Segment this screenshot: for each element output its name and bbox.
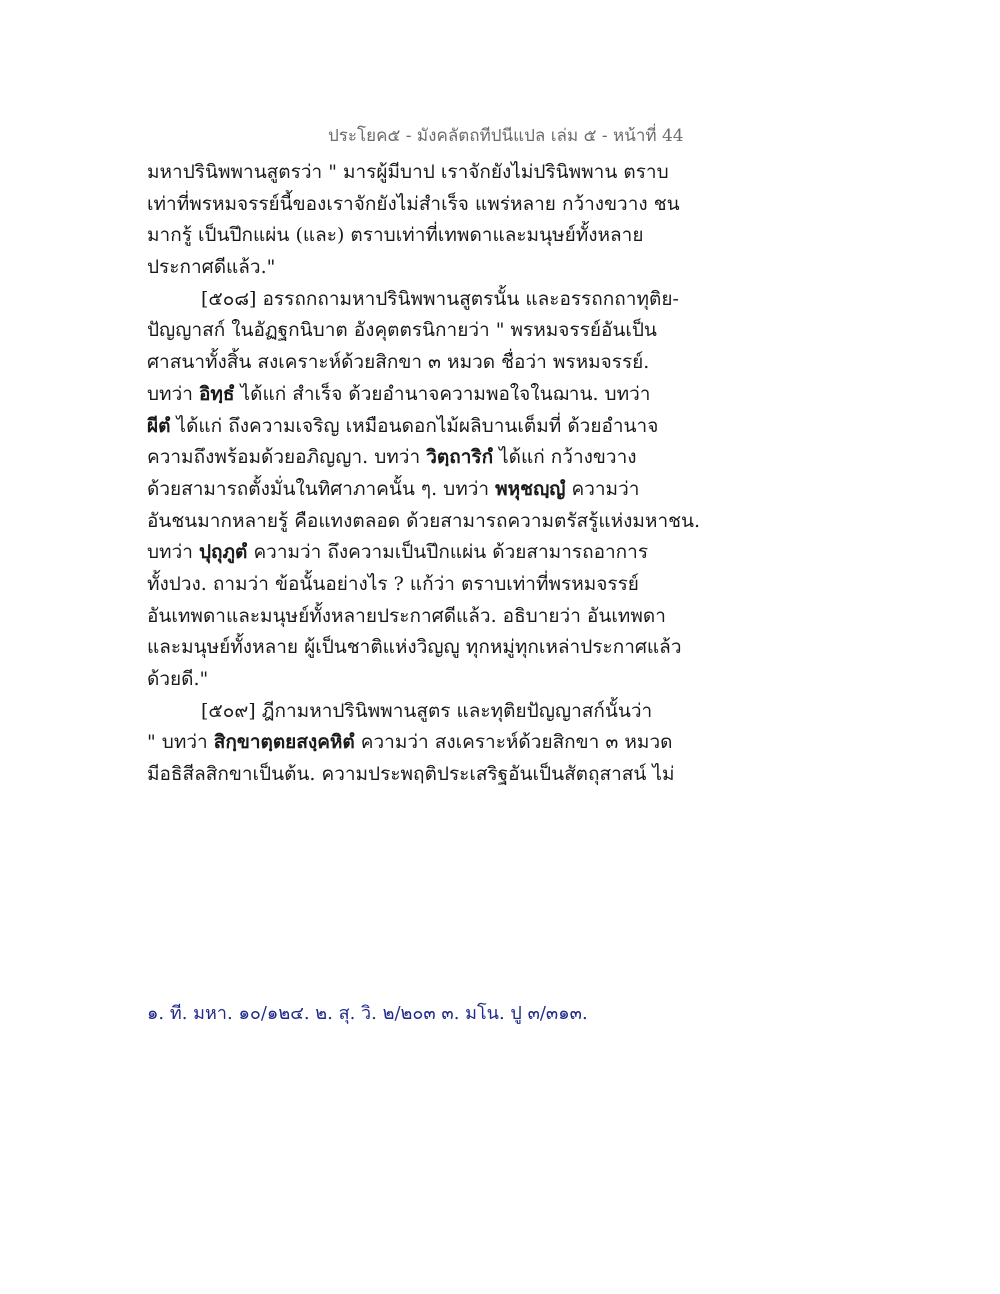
text-line: [147, 284, 707, 316]
text-span: ศาสนาทั้งสิ้น สงเคราะห์ด้วยสิกขา ๓ หมวด ชื่อว่า พรหมจรรย์.: [147, 351, 650, 374]
text-span: อันเทพดาและมนุษย์ทั้งหลายประกาศดีแล้ว. อธิบายว่า อันเทพดา: [147, 604, 666, 627]
footnote: ๑. ที. มหา. ๑๐/๑๒๔. ๒. สุ. วิ. ๒/๒๐๓ ๓. มโน. ปู ๓/๓๑๓.: [147, 1003, 588, 1024]
text-line: [147, 220, 707, 252]
text-line: [147, 411, 707, 443]
text-span: ว่า " มารผู้มีบาป เราจักยังไม่ปรินิพพาน ตราบ: [300, 161, 669, 183]
text-line: [147, 315, 707, 347]
text-line: [147, 601, 707, 633]
text-span: ปัญญาสก์ ในอัฏฐกนิบาต อังคุตตรนิกายว่า " พรหมจรรย์อันเป็น: [147, 319, 657, 342]
text-line: [147, 696, 707, 728]
text-line: [147, 664, 707, 696]
text-line: [147, 506, 707, 538]
text-line: [147, 474, 707, 506]
text-span: บทว่า: [147, 541, 199, 564]
body-text: [147, 157, 707, 791]
text-span: และมนุษย์ทั้งหลาย ผู้เป็นชาติแห่งวิญญู ทุกหมู่ทุกเหล่าประกาศแล้ว: [147, 636, 682, 659]
text-span: อันชนมากหลายรู้ คือแทงตลอด ด้วยสามารถความตรัสรู้แห่งมหาชน.: [147, 509, 701, 532]
text-span: ทุติย-: [636, 287, 679, 310]
text-span: ด้วยสามารถตั้งมั่นในทิศาภาคนั้น ๆ. บทว่า: [147, 477, 496, 500]
text-line: [147, 189, 707, 221]
text-line: [147, 379, 707, 411]
text-span: ความว่า ถึงความเป็นปึกแผ่น ด้วยสามารถอาการ: [247, 541, 649, 564]
bold-term: พหุชญฺญํ: [495, 477, 566, 500]
text-span: " บทว่า: [147, 731, 214, 754]
text-line: [147, 442, 707, 474]
text-line: [147, 759, 707, 791]
text-span: ได้แก่ กว้างขวาง: [493, 446, 637, 469]
text-span: มหาปรินิพพานสูตรนั้น และอรรถกถา: [339, 287, 637, 310]
text-line: [147, 727, 707, 759]
text-span: มีอธิสีลสิกขาเป็นต้น. ความประพฤติประเสริฐอันเป็นสัตถุสาสน์ ไม่: [147, 763, 675, 786]
text-span: ความว่า: [565, 477, 640, 500]
text-span: ทั้งปวง. ถามว่า ข้อนั้นอย่างไร ? แก้ว่า ตราบเท่าที่พรหมจรรย์: [147, 572, 639, 595]
text-span: [๕๐๙] ฎีกามหาปรินิพพานสูตร และทุติยปัญญาสก์นั้นว่า: [201, 699, 653, 722]
text-line: [147, 347, 707, 379]
text-span: มหาปรินิพพานสูตร: [147, 161, 301, 183]
text-line: [147, 252, 707, 284]
text-span: บทว่า: [147, 382, 199, 405]
bold-term: สิกฺขาตฺตยสงฺคหิตํ: [213, 731, 355, 754]
bold-term: ปุถุภูตํ: [198, 541, 248, 564]
page-header: ประโยค๕ - มังคลัตถทีปนีแปล เล่ม ๕ - หน้าที่ 44: [328, 126, 684, 146]
bold-term: ผีตํ: [147, 414, 171, 437]
text-line: [147, 157, 707, 189]
text-line: [147, 569, 707, 601]
text-span: ได้แก่ สำเร็จ ด้วยอำนาจความพอใจในฌาน. บทว่า: [234, 382, 651, 405]
bold-term: วิตฺถาริกํ: [426, 446, 494, 469]
text-span: มากรู้ เป็นปึกแผ่น (และ) ตราบเท่าที่เทพดาและมนุษย์ทั้งหลาย: [147, 224, 644, 247]
text-span: ได้แก่ ถึงความเจริญ เหมือนดอกไม้ผลิบานเต็มที่ ด้วยอำนาจ: [170, 414, 659, 437]
text-span: ด้วยดี.": [147, 668, 209, 690]
text-span: ประกาศดีแล้ว.": [147, 256, 276, 279]
bold-term: อิทฺธํ: [198, 382, 235, 405]
text-span: ความว่า สงเคราะห์ด้วยสิกขา ๓ หมวด: [354, 731, 673, 754]
text-line: [147, 632, 707, 664]
text-line: [147, 537, 707, 569]
text-span: ความถึงพร้อมด้วยอภิญญา. บทว่า: [147, 446, 427, 469]
text-span: [๕๐๘] อรรถกถา: [201, 287, 340, 310]
text-span: เท่าที่พรหมจรรย์นี้ของเราจักยังไม่สำเร็จ แพร่หลาย กว้างขวาง ชน: [147, 192, 680, 215]
